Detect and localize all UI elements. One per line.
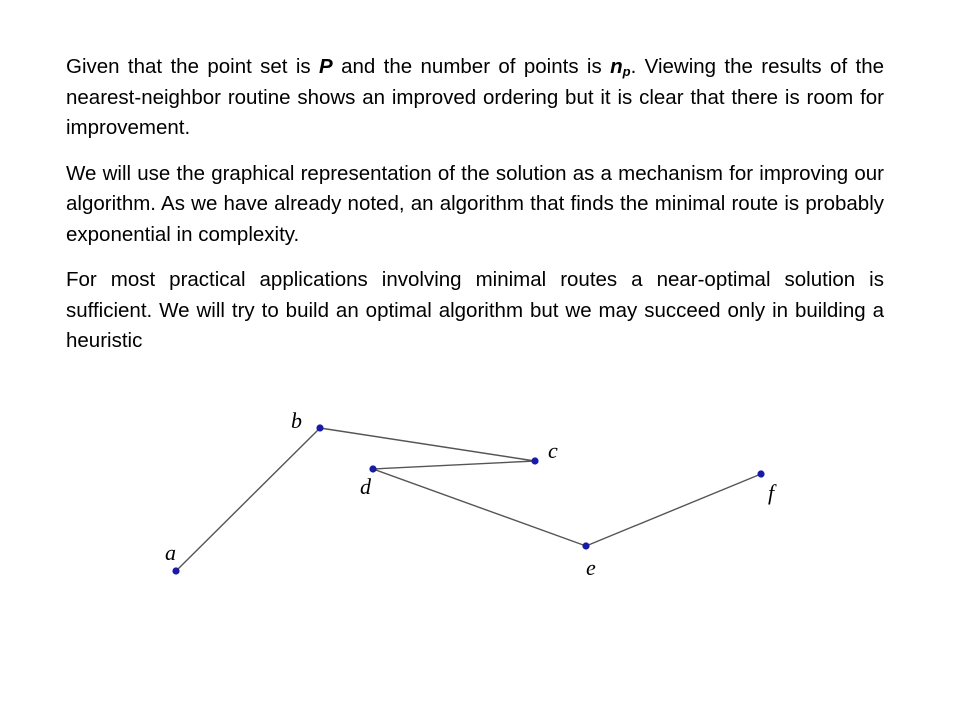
point-label-e: e bbox=[586, 555, 596, 580]
point-label-d: d bbox=[360, 474, 371, 499]
point-label-b: b bbox=[291, 408, 302, 433]
paragraph-1-text-a: Given that the point set is bbox=[66, 55, 320, 78]
route-labels bbox=[165, 408, 777, 580]
point-label-a: a bbox=[165, 540, 176, 565]
route-edge-a-b bbox=[176, 428, 320, 571]
paragraph-1-text-c: . Viewing the results of the nearest-neighbor routine shows an improved ordering but it is clear that there is room for improvement. bbox=[66, 55, 885, 139]
route-edges bbox=[176, 428, 761, 571]
route-edge-b-c bbox=[320, 428, 535, 461]
point-e bbox=[582, 542, 589, 549]
route-edge-d-e bbox=[373, 469, 586, 546]
point-f bbox=[757, 470, 764, 477]
point-label-c: c bbox=[548, 438, 558, 463]
paragraph-3: For most practical applications involving minimal routes a near-optimal solution is sufficient. We will try to build an optimal algorithm but we may succeed only in building a heuristic bbox=[66, 268, 884, 352]
route-nodes bbox=[172, 424, 764, 574]
point-count-subscript: p bbox=[622, 64, 631, 79]
point-label-f: f bbox=[768, 480, 775, 505]
point-c bbox=[531, 457, 538, 464]
point-set-symbol: P bbox=[319, 55, 333, 78]
point-count-symbol: n bbox=[610, 55, 623, 78]
route-edge-c-d bbox=[373, 461, 535, 469]
point-a bbox=[172, 567, 179, 574]
point-b bbox=[316, 424, 323, 431]
paragraph-2: We will use the graphical representation of the solution as a mechanism for improving our algorithm. As we have already noted, an algorithm that finds the minimal route is probably exponential in complexity. bbox=[66, 161, 884, 246]
paragraph-1-text-b: and the number of points is bbox=[332, 55, 611, 78]
route-edge-e-f bbox=[586, 474, 761, 546]
point-d bbox=[369, 465, 376, 472]
